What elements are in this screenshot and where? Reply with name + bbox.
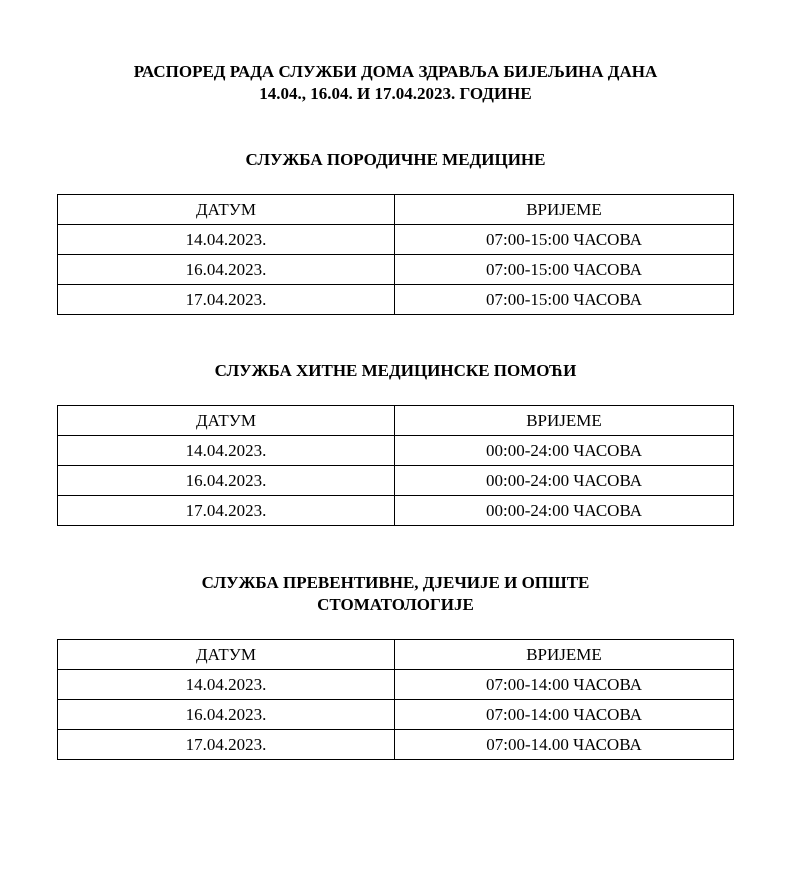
date-cell: 16.04.2023. bbox=[58, 466, 395, 496]
table-row bbox=[58, 285, 734, 315]
date-cell: 16.04.2023. bbox=[58, 700, 395, 730]
date-cell: 17.04.2023. bbox=[58, 285, 395, 315]
table-row bbox=[58, 255, 734, 285]
column-header-date: ДАТУМ bbox=[58, 640, 395, 670]
table-row bbox=[58, 700, 734, 730]
section-title-emergency bbox=[0, 360, 791, 382]
date-cell: 14.04.2023. bbox=[58, 436, 395, 466]
table-row bbox=[58, 670, 734, 700]
time-cell: 07:00-14:00 ЧАСОВА bbox=[395, 700, 734, 730]
time-cell: 07:00-14.00 ЧАСОВА bbox=[395, 730, 734, 760]
column-header-date: ДАТУМ bbox=[58, 406, 395, 436]
time-cell: 07:00-15:00 ЧАСОВА bbox=[395, 225, 734, 255]
table-row bbox=[58, 466, 734, 496]
table-row bbox=[58, 496, 734, 526]
section-title-line: СЛУЖБА ХИТНЕ МЕДИЦИНСКЕ ПОМОЋИ bbox=[214, 361, 577, 380]
time-cell: 07:00-15:00 ЧАСОВА bbox=[395, 285, 734, 315]
date-cell: 16.04.2023. bbox=[58, 255, 395, 285]
table-row bbox=[58, 730, 734, 760]
column-header-time: ВРИЈЕМЕ bbox=[395, 640, 734, 670]
section-title-dentistry bbox=[0, 572, 791, 616]
column-header-time: ВРИЈЕМЕ bbox=[395, 195, 734, 225]
time-cell: 07:00-14:00 ЧАСОВА bbox=[395, 670, 734, 700]
schedule-table-family-medicine bbox=[57, 194, 734, 315]
page-title-line-2: 14.04., 16.04. И 17.04.2023. ГОДИНЕ bbox=[259, 84, 532, 103]
page-title bbox=[0, 61, 791, 105]
table-row bbox=[58, 436, 734, 466]
section-title-line: СЛУЖБА ПОРОДИЧНЕ МЕДИЦИНЕ bbox=[245, 150, 546, 169]
table-header-row bbox=[58, 195, 734, 225]
schedule-table-emergency bbox=[57, 405, 734, 526]
date-cell: 14.04.2023. bbox=[58, 225, 395, 255]
page-title-line-1: РАСПОРЕД РАДА СЛУЖБИ ДОМА ЗДРАВЉА БИЈЕЉИНА ДАНА bbox=[133, 62, 658, 81]
table-row bbox=[58, 225, 734, 255]
section-title-family-medicine bbox=[0, 149, 791, 171]
table-header-row bbox=[58, 406, 734, 436]
time-cell: 00:00-24:00 ЧАСОВА bbox=[395, 496, 734, 526]
column-header-time: ВРИЈЕМЕ bbox=[395, 406, 734, 436]
section-title-line-1: СЛУЖБА ПРЕВЕНТИВНЕ, ДЈЕЧИЈЕ И ОПШТЕ bbox=[201, 573, 590, 592]
time-cell: 07:00-15:00 ЧАСОВА bbox=[395, 255, 734, 285]
time-cell: 00:00-24:00 ЧАСОВА bbox=[395, 436, 734, 466]
section-title-line-2: СТОМАТОЛОГИЈЕ bbox=[317, 595, 474, 614]
time-cell: 00:00-24:00 ЧАСОВА bbox=[395, 466, 734, 496]
date-cell: 14.04.2023. bbox=[58, 670, 395, 700]
table-header-row bbox=[58, 640, 734, 670]
column-header-date: ДАТУМ bbox=[58, 195, 395, 225]
schedule-table-dentistry bbox=[57, 639, 734, 760]
date-cell: 17.04.2023. bbox=[58, 730, 395, 760]
date-cell: 17.04.2023. bbox=[58, 496, 395, 526]
